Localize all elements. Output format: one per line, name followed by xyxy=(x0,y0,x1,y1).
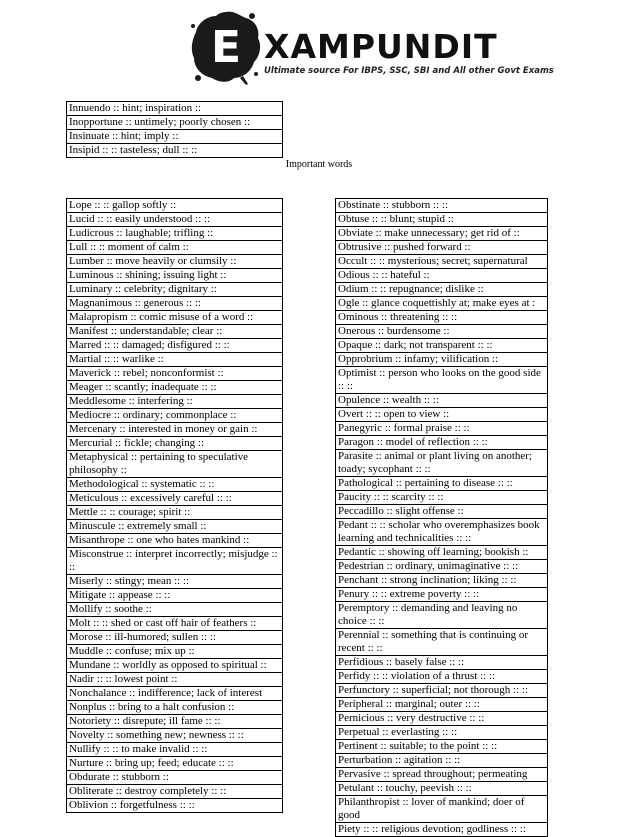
word-definition: Odious :: :: hateful :: xyxy=(336,269,548,283)
section-caption: Important words xyxy=(285,159,353,170)
logo-tagline: Ultimate source For IBPS, SSC, SBI and All other Govt Exams xyxy=(264,66,554,76)
word-row xyxy=(67,743,283,757)
word-definition: Mollify :: soothe :: xyxy=(67,603,283,617)
word-definition: Nadir :: :: lowest point :: xyxy=(67,673,283,687)
word-definition: Nurture :: bring up; feed; educate :: :: xyxy=(67,757,283,771)
word-definition: Pedantic :: showing off learning; bookish :: xyxy=(336,546,548,560)
word-row xyxy=(336,422,548,436)
word-row xyxy=(336,339,548,353)
word-row xyxy=(67,757,283,771)
word-definition: Opaque :: dark; not transparent :: :: xyxy=(336,339,548,353)
word-definition: Lucid :: :: easily understood :: :: xyxy=(67,213,283,227)
word-row xyxy=(336,491,548,505)
word-row xyxy=(336,588,548,602)
word-row xyxy=(336,450,548,477)
word-row xyxy=(67,423,283,437)
word-definition: Mundane :: worldly as opposed to spiritual :: xyxy=(67,659,283,673)
word-row xyxy=(67,687,283,701)
word-row xyxy=(336,199,548,213)
word-row xyxy=(67,589,283,603)
word-row xyxy=(67,771,283,785)
word-row xyxy=(336,560,548,574)
word-row xyxy=(67,102,283,116)
word-definition: Miserly :: stingy; mean :: :: xyxy=(67,575,283,589)
word-definition: Lull :: :: moment of calm :: xyxy=(67,241,283,255)
word-definition: Muddle :: confuse; mix up :: xyxy=(67,645,283,659)
intro-words-table xyxy=(66,101,283,158)
word-row xyxy=(67,130,283,144)
word-definition: Marred :: :: damaged; disfigured :: :: xyxy=(67,339,283,353)
word-row xyxy=(336,255,548,269)
word-row xyxy=(67,659,283,673)
word-definition: Pertinent :: suitable; to the point :: :: xyxy=(336,740,548,754)
word-row xyxy=(67,311,283,325)
word-definition: Piety :: :: religious devotion; godliness :: :: xyxy=(336,823,548,837)
word-definition: Onerous :: burdensome :: xyxy=(336,325,548,339)
word-row xyxy=(67,227,283,241)
word-definition: Ominous :: threatening :: :: xyxy=(336,311,548,325)
word-row xyxy=(336,546,548,560)
word-definition: Pathological :: pertaining to disease :: :: xyxy=(336,477,548,491)
word-row xyxy=(67,409,283,423)
word-definition: Odium :: :: repugnance; dislike :: xyxy=(336,283,548,297)
word-row xyxy=(336,477,548,491)
word-definition: Obstinate :: stubborn :: :: xyxy=(336,199,548,213)
word-row xyxy=(67,241,283,255)
word-definition: Inopportune :: untimely; poorly chosen :: xyxy=(67,116,283,130)
word-definition: Petulant :: touchy, peevish :: :: xyxy=(336,782,548,796)
word-definition: Perfidious :: basely false :: :: xyxy=(336,656,548,670)
word-definition: Pedant :: :: scholar who overemphasizes book learning and technicalities :: :: xyxy=(336,519,548,546)
word-row xyxy=(336,367,548,394)
word-definition: Maverick :: rebel; nonconformist :: xyxy=(67,367,283,381)
word-definition: Obdurate :: stubborn :: xyxy=(67,771,283,785)
word-definition: Paucity :: :: scarcity :: :: xyxy=(336,491,548,505)
word-definition: Obviate :: make unnecessary; get rid of :: xyxy=(336,227,548,241)
word-row xyxy=(67,437,283,451)
word-definition: Meager :: scantly; inadequate :: :: xyxy=(67,381,283,395)
word-definition: Minuscule :: extremely small :: xyxy=(67,520,283,534)
word-row xyxy=(67,715,283,729)
word-row xyxy=(336,325,548,339)
word-definition: Occult :: :: mysterious; secret; supernatural xyxy=(336,255,548,269)
word-definition: Mitigate :: appease :: :: xyxy=(67,589,283,603)
word-definition: Manifest :: understandable; clear :: xyxy=(67,325,283,339)
word-row xyxy=(336,726,548,740)
word-row xyxy=(67,799,283,813)
word-definition: Ludicrous :: laughable; trifling :: xyxy=(67,227,283,241)
word-definition: Nonplus :: bring to a halt confusion :: xyxy=(67,701,283,715)
word-row xyxy=(336,698,548,712)
word-row xyxy=(336,269,548,283)
word-row xyxy=(336,241,548,255)
word-definition: Perennial :: something that is continuing or recent :: :: xyxy=(336,629,548,656)
word-definition: Mercenary :: interested in money or gain :: xyxy=(67,423,283,437)
word-row xyxy=(336,283,548,297)
word-row xyxy=(336,519,548,546)
word-row xyxy=(67,213,283,227)
word-row xyxy=(336,311,548,325)
word-row xyxy=(67,701,283,715)
word-definition: Notoriety :: disrepute; ill fame :: :: xyxy=(67,715,283,729)
word-definition: Mediocre :: ordinary; commonplace :: xyxy=(67,409,283,423)
word-definition: Peripheral :: marginal; outer :: :: xyxy=(336,698,548,712)
word-row xyxy=(336,505,548,519)
word-row xyxy=(67,729,283,743)
word-definition: Methodological :: systematic :: :: xyxy=(67,478,283,492)
word-row xyxy=(336,353,548,367)
word-definition: Lumber :: move heavily or clumsily :: xyxy=(67,255,283,269)
word-definition: Penchant :: strong inclination; liking :: :: xyxy=(336,574,548,588)
logo-letter-e: E xyxy=(210,22,242,73)
word-row xyxy=(67,506,283,520)
word-definition: Perfidy :: :: violation of a thrust :: :: xyxy=(336,670,548,684)
word-row xyxy=(67,339,283,353)
word-definition: Misconstrue :: interpret incorrectly; misjudge :: :: xyxy=(67,548,283,575)
word-row xyxy=(67,255,283,269)
word-row xyxy=(67,325,283,339)
word-row xyxy=(336,823,548,837)
word-row xyxy=(67,199,283,213)
word-definition: Nonchalance :: indifference; lack of interest xyxy=(67,687,283,701)
word-definition: Peremptory :: demanding and leaving no choice :: :: xyxy=(336,602,548,629)
word-row xyxy=(67,116,283,130)
word-definition: Obtuse :: :: blunt; stupid :: xyxy=(336,213,548,227)
word-definition: Parasite :: animal or plant living on another; toady; sycophant :: :: xyxy=(336,450,548,477)
word-row xyxy=(336,408,548,422)
word-row xyxy=(67,575,283,589)
word-definition: Mettle :: :: courage; spirit :: xyxy=(67,506,283,520)
word-definition: Obtrusive :: pushed forward :: xyxy=(336,241,548,255)
word-definition: Pernicious :: very destructive :: :: xyxy=(336,712,548,726)
word-definition: Meticulous :: excessively careful :: :: xyxy=(67,492,283,506)
word-definition: Mercurial :: fickle; changing :: xyxy=(67,437,283,451)
word-definition: Insipid :: :: tasteless; dull :: :: xyxy=(67,144,283,158)
word-row xyxy=(67,269,283,283)
word-row xyxy=(336,782,548,796)
word-definition: Novelty :: something new; newness :: :: xyxy=(67,729,283,743)
word-definition: Nullify :: :: to make invalid :: :: xyxy=(67,743,283,757)
word-row xyxy=(67,367,283,381)
word-definition: Insinuate :: hint; imply :: xyxy=(67,130,283,144)
word-row xyxy=(336,796,548,823)
word-row xyxy=(67,478,283,492)
word-definition: Luminary :: celebrity; dignitary :: xyxy=(67,283,283,297)
word-definition: Metaphysical :: pertaining to speculative philosophy :: xyxy=(67,451,283,478)
word-row xyxy=(336,602,548,629)
word-row xyxy=(67,297,283,311)
word-row xyxy=(67,492,283,506)
word-definition: Ogle :: glance coquettishly at; make eyes at : xyxy=(336,297,548,311)
word-definition: Paragon :: model of reflection :: :: xyxy=(336,436,548,450)
word-definition: Optimist :: person who looks on the good side :: :: xyxy=(336,367,548,394)
left-words-table xyxy=(66,198,283,813)
word-definition: Molt :: :: shed or cast off hair of feathers :: xyxy=(67,617,283,631)
word-definition: Martial :: :: warlike :: xyxy=(67,353,283,367)
word-definition: Opprobrium :: infamy; vilification :: xyxy=(336,353,548,367)
word-definition: Innuendo :: hint; inspiration :: xyxy=(67,102,283,116)
right-words-table xyxy=(335,198,548,837)
word-row xyxy=(336,740,548,754)
word-definition: Perturbation :: agitation :: :: xyxy=(336,754,548,768)
word-row xyxy=(67,785,283,799)
word-row xyxy=(336,227,548,241)
word-row xyxy=(67,617,283,631)
word-row xyxy=(67,144,283,158)
word-row xyxy=(336,297,548,311)
word-row xyxy=(336,629,548,656)
word-row xyxy=(336,213,548,227)
word-row xyxy=(336,670,548,684)
word-row xyxy=(67,353,283,367)
word-definition: Morose :: ill-humored; sullen :: :: xyxy=(67,631,283,645)
word-definition: Panegyric :: formal praise :: :: xyxy=(336,422,548,436)
word-row xyxy=(67,520,283,534)
word-row xyxy=(336,574,548,588)
word-row xyxy=(67,673,283,687)
word-row xyxy=(67,645,283,659)
word-row xyxy=(67,603,283,617)
word-row xyxy=(336,754,548,768)
word-definition: Meddlesome :: interfering :: xyxy=(67,395,283,409)
word-definition: Misanthrope :: one who hates mankind :: xyxy=(67,534,283,548)
word-definition: Lope :: :: gallop softly :: xyxy=(67,199,283,213)
word-row xyxy=(336,684,548,698)
word-definition: Pedestrian :: ordinary, unimaginative :: :: xyxy=(336,560,548,574)
word-definition: Pervasive :: spread throughout; permeating xyxy=(336,768,548,782)
word-row xyxy=(336,394,548,408)
word-row xyxy=(67,395,283,409)
word-definition: Oblivion :: forgetfulness :: :: xyxy=(67,799,283,813)
word-row xyxy=(67,283,283,297)
word-row xyxy=(67,451,283,478)
logo-wordmark: XAMPUNDIT xyxy=(264,27,498,66)
word-definition: Obliterate :: destroy completely :: :: xyxy=(67,785,283,799)
word-definition: Luminous :: shining; issuing light :: xyxy=(67,269,283,283)
word-definition: Peccadillo :: slight offense :: xyxy=(336,505,548,519)
word-definition: Malapropism :: comic misuse of a word :: xyxy=(67,311,283,325)
word-row xyxy=(67,631,283,645)
word-row xyxy=(336,436,548,450)
word-row xyxy=(67,548,283,575)
word-row xyxy=(67,381,283,395)
word-definition: Perfunctory :: superficial; not thorough :: :: xyxy=(336,684,548,698)
word-definition: Philanthropist :: lover of mankind; doer of good xyxy=(336,796,548,823)
word-row xyxy=(336,712,548,726)
word-row xyxy=(336,656,548,670)
exampundit-logo xyxy=(190,8,554,88)
word-row xyxy=(336,768,548,782)
word-definition: Opulence :: wealth :: :: xyxy=(336,394,548,408)
word-definition: Penury :: :: extreme poverty :: :: xyxy=(336,588,548,602)
word-definition: Overt :: :: open to view :: xyxy=(336,408,548,422)
word-definition: Magnanimous :: generous :: :: xyxy=(67,297,283,311)
word-row xyxy=(67,534,283,548)
word-definition: Perpetual :: everlasting :: :: xyxy=(336,726,548,740)
